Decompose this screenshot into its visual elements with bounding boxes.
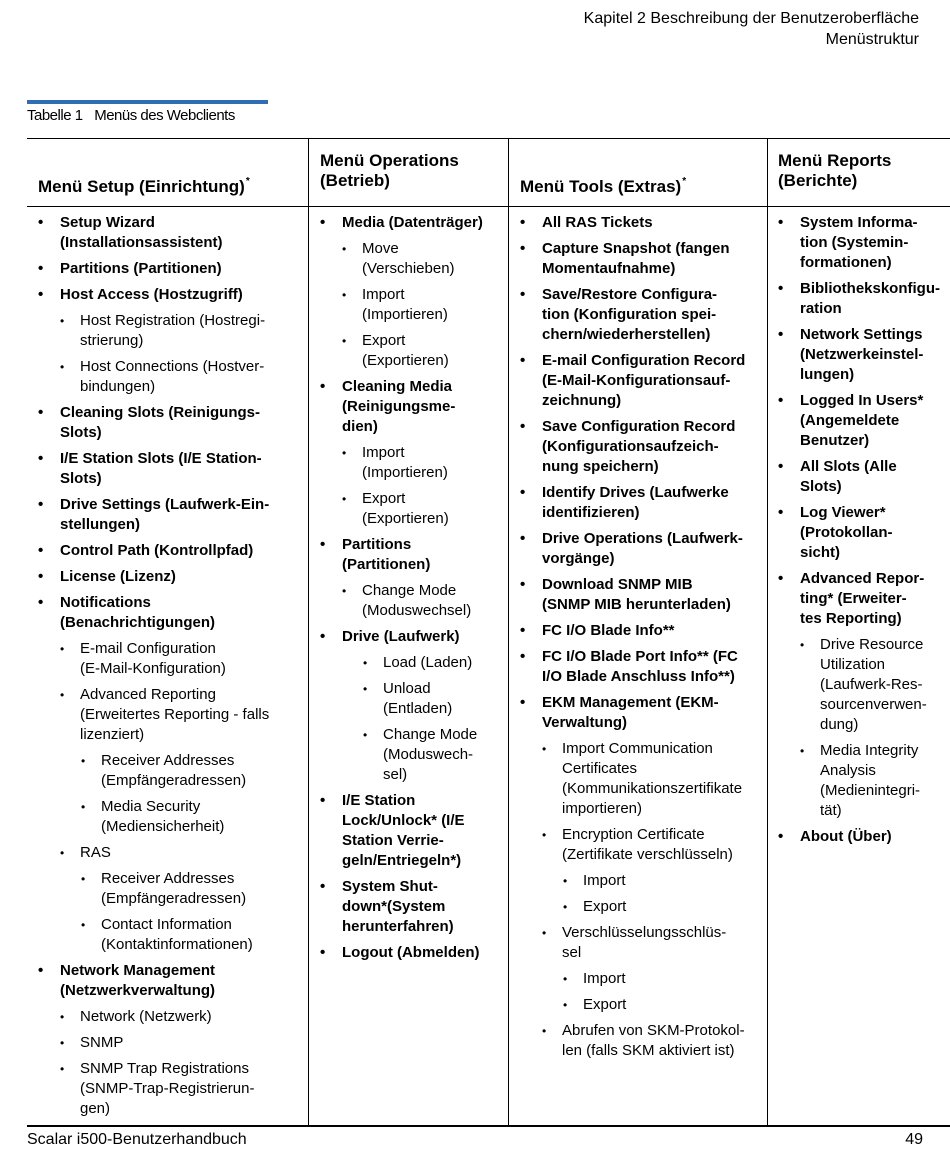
menu-item-line: • License (Lizenz): [60, 568, 176, 585]
column-divider: [508, 139, 509, 1126]
menu-item: [38, 1007, 298, 1027]
column-divider: [308, 139, 309, 1126]
menu-item-line: • Host Registration (Hostregi-: [80, 312, 266, 329]
menu-item-line: • Receiver Addresses: [101, 752, 235, 769]
menu-item: [520, 739, 756, 819]
menu-item-line: zeichnung): [542, 392, 622, 409]
menu-item-line: (E-Mail-Konfiguration): [80, 660, 226, 677]
menu-item-line: • Bibliothekskonfigu-: [800, 280, 940, 297]
menu-item: [520, 213, 756, 233]
menu-item-line: gen): [80, 1100, 111, 1117]
menu-item-line: • Drive Operations (Laufwerk-: [542, 530, 743, 547]
menu-item-line: • About (Über): [800, 828, 892, 845]
menu-item-line: • I/E Station: [342, 792, 416, 809]
menu-item-line: • Media Integrity: [820, 742, 919, 759]
menu-item: [38, 843, 298, 863]
menu-item-line: ration: [800, 300, 842, 317]
menu-item-line: • Export: [583, 898, 627, 915]
menu-item-line: (Moduswech-: [383, 746, 474, 763]
running-header: [584, 8, 919, 50]
menu-item-line: Analysis: [820, 762, 876, 779]
menu-item-line: • Log Viewer*: [800, 504, 886, 521]
column-divider: [767, 139, 768, 1126]
menu-item-line: (Importieren): [362, 306, 448, 323]
menu-item-line: formationen): [800, 254, 892, 271]
menu-item-line: (Laufwerk-Res-: [820, 676, 923, 693]
menu-item-line: (Installationsassistent): [60, 234, 223, 251]
menu-item-line: • Logout (Abmelden): [342, 944, 480, 961]
column-tools: [520, 213, 756, 1067]
menu-item-line: sel: [562, 944, 582, 961]
menu-item: [778, 391, 948, 451]
menu-item: [520, 285, 756, 345]
menu-item: [320, 213, 500, 233]
menu-item-line: • I/E Station Slots (I/E Station-: [60, 450, 262, 467]
header-operations: Menü Operations (Betrieb): [320, 151, 459, 190]
menu-item-line: • System Informa-: [800, 214, 918, 231]
menu-item: [38, 449, 298, 489]
menu-item-line: • Advanced Repor-: [800, 570, 925, 587]
menu-item: [38, 797, 298, 837]
menu-item-line: • E-mail Configuration Record: [542, 352, 746, 369]
menu-item: [520, 923, 756, 963]
menu-item-line: ting* (Erweiter-: [800, 590, 907, 607]
menu-item-line: lungen): [800, 366, 855, 383]
menu-item-line: (Protokollan-: [800, 524, 893, 541]
menu-item: [778, 213, 948, 273]
menu-item-line: Slots): [60, 424, 102, 441]
table-bottom-rule: [27, 1125, 950, 1127]
menu-item-line: • Setup Wizard: [60, 214, 155, 231]
menu-item-line: • Export: [362, 490, 406, 507]
menu-item-line: (Netzwerkeinstel-: [800, 346, 924, 363]
caption-accent-bar: [27, 100, 268, 104]
menu-item-line: Verwaltung): [542, 714, 628, 731]
menu-item-line: tät): [820, 802, 842, 819]
menu-item: [38, 961, 298, 1001]
menu-item-line: • Cleaning Slots (Reinigungs-: [60, 404, 261, 421]
menu-item-line: • Media (Datenträger): [342, 214, 483, 231]
menu-item-line: • Drive Resource: [820, 636, 924, 653]
menu-item-line: • Move: [362, 240, 399, 257]
menu-item-line: strierung): [80, 332, 144, 349]
header-reports: Menü Reports (Berichte): [778, 151, 892, 190]
menu-item: [320, 239, 500, 279]
menu-item-line: identifizieren): [542, 504, 640, 521]
menu-item-line: geln/Entriegeln*): [342, 852, 462, 869]
menu-item-line: • Logged In Users*: [800, 392, 924, 409]
menu-item-line: (Mediensicherheit): [101, 818, 225, 835]
menu-item: [38, 751, 298, 791]
menu-item-line: • Drive Settings (Laufwerk-Ein-: [60, 496, 270, 513]
menu-item: [520, 969, 756, 989]
menu-item-line: • Encryption Certificate: [562, 826, 705, 843]
menu-item-line: • Capture Snapshot (fangen: [542, 240, 730, 257]
menu-item: [520, 529, 756, 569]
menu-item-line: tes Reporting): [800, 610, 902, 627]
menu-item: [320, 679, 500, 719]
column-operations: [320, 213, 500, 969]
menu-item: [520, 825, 756, 865]
menu-item: [778, 635, 948, 735]
menu-item-line: • Save/Restore Configura-: [542, 286, 718, 303]
menu-item-line: • FC I/O Blade Port Info** (FC: [542, 648, 738, 665]
menu-item: [320, 489, 500, 529]
menu-item: [320, 581, 500, 621]
menu-item: [320, 377, 500, 437]
menu-item: [520, 351, 756, 411]
menu-item-line: • Identify Drives (Laufwerke: [542, 484, 729, 501]
menu-item-line: (Medienintegri-: [820, 782, 921, 799]
menu-item-line: • Cleaning Media: [342, 378, 453, 395]
menu-item: [38, 915, 298, 955]
menu-item-line: (Benachrichtigungen): [60, 614, 216, 631]
menu-item-line: • SNMP Trap Registrations: [80, 1060, 249, 1077]
menu-item-line: • Advanced Reporting: [80, 686, 216, 703]
menu-item-line: I/O Blade Anschluss Info**): [542, 668, 735, 685]
menu-item-line: (Kontaktinformationen): [101, 936, 253, 953]
menu-item: [778, 457, 948, 497]
menu-item-line: • Import: [362, 444, 405, 461]
menu-item: [320, 285, 500, 325]
menu-item-line: (Exportieren): [362, 510, 449, 527]
header-tools: Menü Tools (Extras)*: [520, 176, 687, 196]
menu-item-line: Slots): [60, 470, 102, 487]
menu-item-line: (Empfängeradressen): [101, 772, 247, 789]
column-setup: [38, 213, 298, 1125]
menu-item: [320, 443, 500, 483]
menu-item-line: • RAS: [80, 844, 111, 861]
menu-item-line: • Download SNMP MIB: [542, 576, 693, 593]
menu-item-line: Station Verrie-: [342, 832, 444, 849]
table-number: Tabelle 1: [27, 107, 83, 124]
menu-item: [520, 575, 756, 615]
menu-item: [778, 827, 948, 847]
menu-item-line: • EKM Management (EKM-: [542, 694, 719, 711]
menu-item-line: • Abrufen von SKM-Protokol-: [562, 1022, 745, 1039]
menu-item: [520, 239, 756, 279]
menu-item-line: • SNMP: [80, 1034, 124, 1051]
menu-item: [38, 213, 298, 253]
menu-item-line: • All RAS Tickets: [542, 214, 653, 231]
menu-item: [320, 535, 500, 575]
menu-item-line: • FC I/O Blade Info**: [542, 622, 675, 639]
menu-item: [520, 621, 756, 641]
menu-item-line: • Partitions: [342, 536, 412, 553]
menu-item-line: sel): [383, 766, 408, 783]
menu-item-line: • Change Mode: [362, 582, 457, 599]
menu-item-line: herunterfahren): [342, 918, 454, 935]
menu-item-line: Momentaufnahme): [542, 260, 676, 277]
menu-item-line: • Save Configuration Record: [542, 418, 736, 435]
menu-item-line: (SNMP-Trap-Registrierun-: [80, 1080, 255, 1097]
menu-item: [520, 483, 756, 523]
menu-item-line: • Network Management: [60, 962, 216, 979]
footer-page-number: 49: [905, 1131, 923, 1148]
menu-item-line: nung speichern): [542, 458, 659, 475]
table-caption: [27, 107, 235, 124]
menu-item-line: • System Shut-: [342, 878, 438, 895]
menu-item-line: tion (Systemin-: [800, 234, 909, 251]
menu-item-line: • Notifications: [60, 594, 151, 611]
menu-item: [520, 417, 756, 477]
menu-item-line: (Kommunikationszertifikate: [562, 780, 743, 797]
menu-item-line: • Network (Netzwerk): [80, 1008, 212, 1025]
menu-item: [38, 685, 298, 745]
menu-item-line: • Export: [362, 332, 406, 349]
menu-item: [38, 1033, 298, 1053]
menu-item-line: vorgänge): [542, 550, 615, 567]
menu-item-line: (Angemeldete: [800, 412, 900, 429]
menu-item: [38, 567, 298, 587]
menu-item-line: • Network Settings: [800, 326, 923, 343]
menu-item-line: (Zertifikate verschlüsseln): [562, 846, 733, 863]
menu-item: [778, 325, 948, 385]
footer-book-title: Scalar i500-Benutzerhandbuch: [27, 1131, 247, 1148]
menu-item-line: • All Slots (Alle: [800, 458, 897, 475]
menu-item-line: down*(System: [342, 898, 446, 915]
menu-item-line: (Netzwerkverwaltung): [60, 982, 216, 999]
menu-item: [520, 995, 756, 1015]
menu-item-line: • Unload: [383, 680, 431, 697]
menu-item: [520, 897, 756, 917]
menu-item: [320, 627, 500, 647]
menu-item: [38, 869, 298, 909]
menu-item: [778, 569, 948, 629]
menu-item-line: • Host Access (Hostzugriff): [60, 286, 243, 303]
menu-item-line: • Import: [583, 970, 626, 987]
menu-item-line: (E-Mail-Konfigurationsauf-: [542, 372, 731, 389]
menu-item-line: stellungen): [60, 516, 141, 533]
menu-item-line: Utilization: [820, 656, 886, 673]
chapter-title: Kapitel 2 Beschreibung der Benutzeroberfläche: [583, 10, 919, 27]
menu-item-line: • Change Mode: [383, 726, 478, 743]
menu-item: [320, 791, 500, 871]
menu-item-line: importieren): [562, 800, 643, 817]
menu-item-line: Slots): [800, 478, 842, 495]
menu-item: [38, 357, 298, 397]
menu-item: [38, 403, 298, 443]
menu-item: [38, 285, 298, 305]
menu-item-line: • Import: [583, 872, 626, 889]
menu-item-line: Lock/Unlock* (I/E: [342, 812, 465, 829]
menu-item: [38, 259, 298, 279]
menu-item: [778, 741, 948, 821]
menu-item-line: • Drive (Laufwerk): [342, 628, 460, 645]
menu-item-line: • Verschlüsselungsschlüs-: [562, 924, 727, 941]
menu-item-line: • Export: [583, 996, 627, 1013]
menu-item-line: (Entladen): [383, 700, 453, 717]
menu-item-line: Benutzer): [800, 432, 870, 449]
menu-item-line: • Partitions (Partitionen): [60, 260, 222, 277]
menu-item: [38, 639, 298, 679]
menu-item-line: (SNMP MIB herunterladen): [542, 596, 731, 613]
menu-item-line: (Reinigungsme-: [342, 398, 456, 415]
menu-item: [520, 693, 756, 733]
menu-item-line: chern/wiederherstellen): [542, 326, 711, 343]
table-top-rule: [27, 138, 950, 139]
menu-item-line: sourcenverwen-: [820, 696, 927, 713]
table-header-rule: [27, 206, 950, 207]
table-title: Menüs des Webclients: [94, 107, 235, 124]
menu-item-line: (Exportieren): [362, 352, 449, 369]
menu-item-line: • Receiver Addresses: [101, 870, 235, 887]
menu-item-line: dien): [342, 418, 378, 435]
menu-item: [778, 279, 948, 319]
menu-item-line: • Media Security: [101, 798, 201, 815]
menu-item-line: • Host Connections (Hostver-: [80, 358, 265, 375]
menu-item-line: • Load (Laden): [383, 654, 473, 671]
menu-item: [38, 495, 298, 535]
menu-item: [320, 653, 500, 673]
menu-item-line: tion (Konfiguration spei-: [542, 306, 717, 323]
menu-item: [38, 1059, 298, 1119]
menu-item-line: • Import Communication: [562, 740, 713, 757]
menu-item-line: len (falls SKM aktiviert ist): [562, 1042, 735, 1059]
menu-item-line: (Konfigurationsaufzeich-: [542, 438, 719, 455]
menu-item-line: • Import: [362, 286, 405, 303]
menu-item: [778, 503, 948, 563]
menu-item-line: • E-mail Configuration: [80, 640, 216, 657]
menu-item: [320, 943, 500, 963]
menu-item-line: Certificates: [562, 760, 638, 777]
menu-item: [38, 593, 298, 633]
menu-item: [38, 541, 298, 561]
menu-item: [520, 871, 756, 891]
menu-item: [520, 1021, 756, 1061]
menu-item-line: • Control Path (Kontrollpfad): [60, 542, 254, 559]
menu-item-line: (Erweitertes Reporting - falls: [80, 706, 270, 723]
section-title: Menüstruktur: [825, 31, 919, 48]
column-reports: [778, 213, 948, 853]
menu-item-line: (Partitionen): [342, 556, 431, 573]
menu-item: [38, 311, 298, 351]
menu-item-line: (Moduswechsel): [362, 602, 472, 619]
menu-item-line: sicht): [800, 544, 841, 561]
menu-item: [320, 877, 500, 937]
menu-item-line: (Empfängeradressen): [101, 890, 247, 907]
menu-item-line: bindungen): [80, 378, 156, 395]
menu-item-line: dung): [820, 716, 859, 733]
menu-item-line: • Contact Information: [101, 916, 232, 933]
menu-item: [320, 331, 500, 371]
menu-item-line: (Verschieben): [362, 260, 455, 277]
menu-item-line: lizenziert): [80, 726, 145, 743]
menu-item: [520, 647, 756, 687]
header-setup: Menü Setup (Einrichtung)*: [38, 176, 250, 196]
menu-item: [320, 725, 500, 785]
menu-item-line: (Importieren): [362, 464, 448, 481]
